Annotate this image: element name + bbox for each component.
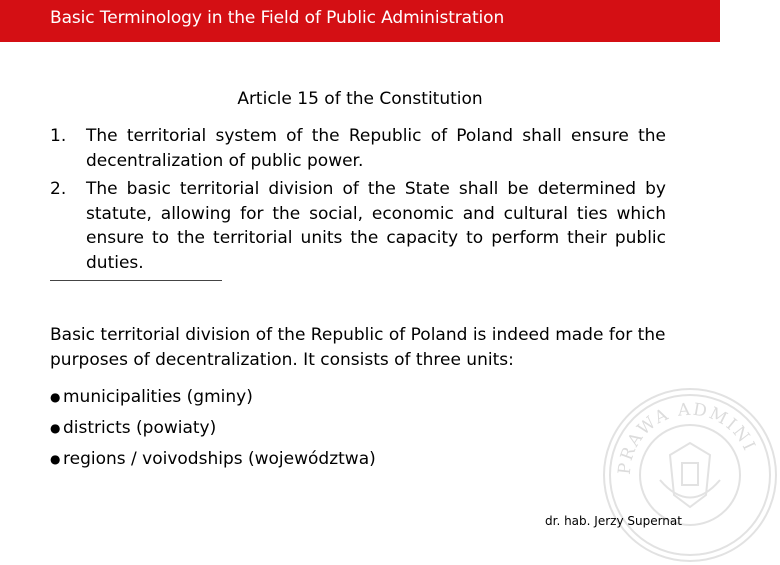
author-credit: dr. hab. Jerzy Supernat — [545, 514, 682, 528]
provision-text: The basic territorial division of the State shall be determined by statute, allowing for the social, economic and cultural ties which ensure to the territorial units the capacity to perform their public duties. — [86, 179, 666, 273]
provision-number: 2. — [50, 179, 67, 199]
bullet-icon: ● — [50, 390, 61, 404]
list-item — [50, 382, 376, 413]
list-item — [50, 444, 376, 475]
provision-list — [50, 124, 666, 279]
provision-text: The territorial system of the Republic of Poland shall ensure the decentralization of public power. — [86, 126, 666, 171]
provision-item — [50, 124, 666, 173]
provision-item — [50, 177, 666, 275]
article-heading — [0, 89, 720, 109]
bullet-icon: ● — [50, 452, 61, 466]
list-item — [50, 413, 376, 444]
slide-title: Basic Terminology in the Field of Public Administration — [50, 8, 505, 28]
unit-list — [50, 382, 376, 475]
seal-lettering-path: PRAWA ADMINI — [614, 399, 760, 476]
list-item-text: municipalities (gminy) — [63, 387, 253, 407]
provision-number: 1. — [50, 126, 67, 146]
bullet-icon: ● — [50, 421, 61, 435]
divider — [50, 280, 222, 281]
university-seal-watermark-icon — [600, 385, 780, 565]
body-paragraph: Basic territorial division of the Republic of Poland is indeed made for the purposes of decentralization. It consists of three units: — [50, 325, 666, 370]
article-heading-text: Article 15 of the Constitution — [237, 89, 483, 109]
title-bar — [0, 0, 720, 42]
list-item-text: districts (powiaty) — [63, 418, 217, 438]
list-item-text: regions / voivodships (województwa) — [63, 449, 376, 469]
